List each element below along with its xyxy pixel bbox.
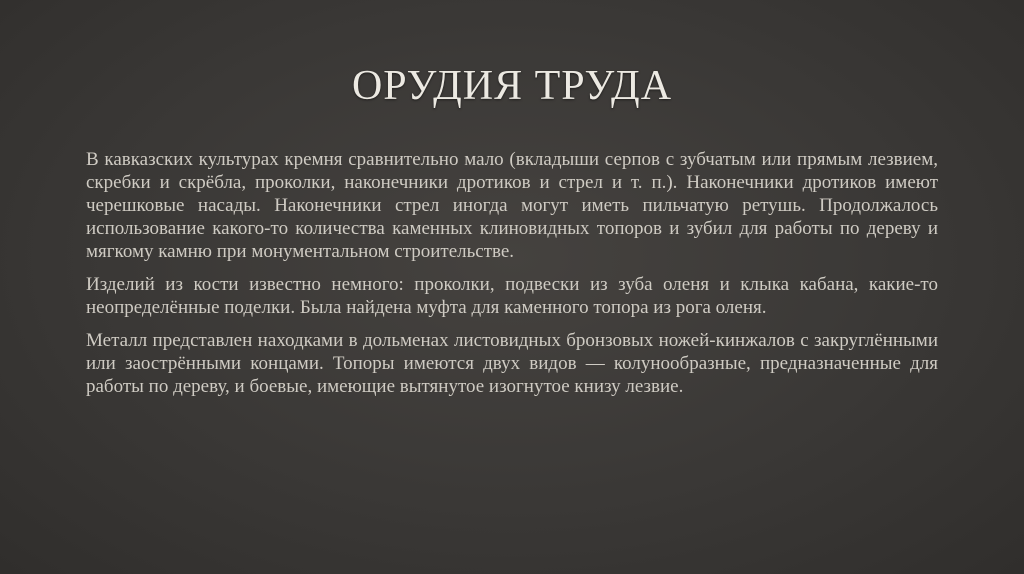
paragraph-bone-tools: Изделий из кости известно немного: проколки, подвески из зуба оленя и клыка кабана, какие-то неопределённые поделки. Была найдена муфта для каменного топора из рога оленя. xyxy=(86,274,938,318)
paragraph-flint-tools: В кавказских культурах кремня сравнительно мало (вкладыши серпов с зубчатым или прямым лезвием, скребки и скрёбла, проколки, наконечники дротиков и стрел и т. п.). Наконечники дротиков имеют черешковые насады. Наконечники стрел иногда могут иметь пильчатую ретушь. Продолжалось использование какого-то количества каменных клиновидных топоров и зубил для работы по дереву и мягкому камню при монументальном строительстве. xyxy=(86,149,938,262)
paragraph-metal-tools: Металл представлен находками в дольменах листовидных бронзовых ножей-кинжалов с закруглёнными или заострёнными концами. Топоры имеются двух видов — колунообразные, предназначенные для работы по дереву, и боевые, имеющие вытянутое изогнутое книзу лезвие. xyxy=(86,330,938,397)
slide-body xyxy=(86,148,938,408)
slide-title: ОРУДИЯ ТРУДА xyxy=(351,63,673,109)
